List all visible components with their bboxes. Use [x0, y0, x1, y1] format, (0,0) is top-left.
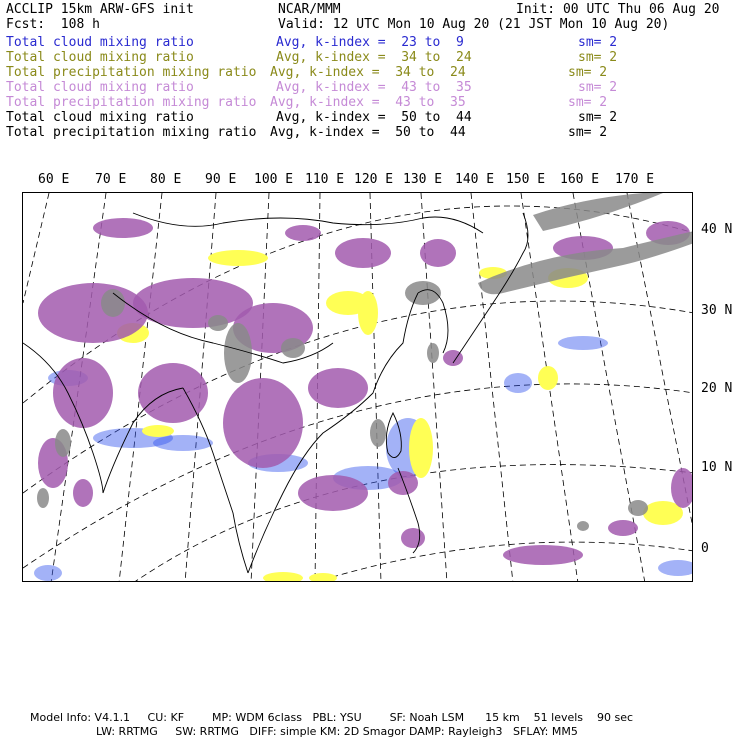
legend-avg: Avg, k-index = 50 to 44	[270, 125, 466, 140]
cloud-patch	[55, 429, 71, 457]
cloud-patch	[153, 435, 213, 451]
legend-avg: Avg, k-index = 43 to 35	[276, 80, 472, 95]
cloud-patch	[504, 373, 532, 393]
cloud-patch	[538, 366, 558, 390]
cloud-patch	[224, 323, 252, 383]
gridline-60e	[23, 193, 49, 303]
cloud-patch	[93, 218, 153, 238]
legend-sm: sm= 2	[568, 65, 608, 80]
latitude-label: 30 N	[701, 303, 733, 318]
legend-sm: sm= 2	[578, 80, 618, 95]
longitude-label: 120 E	[354, 172, 394, 187]
longitude-label: 90 E	[205, 172, 237, 187]
cloud-patch	[138, 363, 208, 423]
cloud-patch	[38, 283, 148, 343]
legend-row	[6, 95, 736, 110]
legend-sm: sm= 2	[568, 125, 608, 140]
cloud-patch	[628, 500, 648, 516]
longitude-label: 60 E	[38, 172, 70, 187]
organization-label: NCAR/MMM	[278, 2, 341, 17]
legend-avg: Avg, k-index = 50 to 44	[276, 110, 472, 125]
legend-sm: sm= 2	[568, 95, 608, 110]
cloud-patch	[671, 468, 693, 508]
cloud-patch	[335, 238, 391, 268]
cloud-patch	[401, 528, 425, 548]
cloud-patch	[409, 418, 433, 478]
legend-field: Total precipitation mixing ratio	[6, 65, 257, 80]
longitude-label: 160 E	[560, 172, 600, 187]
blue-cloud-layer	[34, 336, 693, 581]
cloud-patch	[208, 315, 228, 331]
latitude-label: 40 N	[701, 222, 733, 237]
cloud-patch	[577, 521, 589, 531]
cloud-band	[533, 193, 663, 231]
cloud-patch	[358, 291, 378, 335]
gridline-0	[313, 542, 693, 582]
legend-field: Total cloud mixing ratio	[6, 80, 194, 95]
legend-avg: Avg, k-index = 23 to 9	[276, 35, 464, 50]
cloud-patch	[370, 419, 386, 447]
longitude-label: 130 E	[403, 172, 443, 187]
map-canvas	[23, 193, 693, 582]
cloud-patch	[285, 225, 321, 241]
latitude-label: 10 N	[701, 460, 733, 475]
cloud-patch	[558, 336, 608, 350]
cloud-patch	[208, 250, 268, 266]
cloud-patch	[308, 368, 368, 408]
forecast-hour: Fcst: 108 h	[6, 17, 100, 32]
cloud-patch	[420, 239, 456, 267]
cloud-patch	[658, 560, 693, 576]
model-info-line-1: Model Info: V4.1.1 CU: KF MP: WDM 6class PBL: YSU SF: Noah LSM 15 km 51 levels 90 sec	[30, 711, 634, 724]
legend-sm: sm= 2	[578, 50, 618, 65]
cloud-patch	[34, 565, 62, 581]
longitude-label: 80 E	[150, 172, 182, 187]
cloud-patch	[388, 471, 418, 495]
cloud-patch	[53, 358, 113, 428]
cloud-patch	[281, 338, 305, 358]
legend-field: Total cloud mixing ratio	[6, 50, 194, 65]
legend-avg: Avg, k-index = 34 to 24	[276, 50, 472, 65]
legend-avg: Avg, k-index = 43 to 35	[270, 95, 466, 110]
cloud-patch	[263, 572, 303, 582]
legend-row	[6, 80, 736, 95]
cloud-patch	[73, 479, 93, 507]
legend-row	[6, 35, 736, 50]
longitude-label: 140 E	[455, 172, 495, 187]
legend-field: Total precipitation mixing ratio	[6, 125, 257, 140]
legend-row	[6, 110, 736, 125]
cloud-patch	[298, 475, 368, 511]
legend-row	[6, 125, 736, 140]
legend-sm: sm= 2	[578, 110, 618, 125]
latitude-label: 0	[701, 541, 709, 556]
legend-sm: sm= 2	[578, 35, 618, 50]
cloud-patch	[427, 343, 439, 363]
forecast-map	[22, 192, 693, 582]
cloud-patch	[503, 545, 583, 565]
cloud-patch	[608, 520, 638, 536]
longitude-label: 100 E	[254, 172, 294, 187]
latitude-label: 20 N	[701, 381, 733, 396]
cloud-patch	[37, 488, 49, 508]
valid-time: Valid: 12 UTC Mon 10 Aug 20 (21 JST Mon 10 Aug 20)	[278, 17, 670, 32]
legend-field: Total cloud mixing ratio	[6, 35, 194, 50]
map-title: ACCLIP 15km ARW-GFS init	[6, 2, 194, 17]
longitude-label: 170 E	[615, 172, 655, 187]
legend-field: Total cloud mixing ratio	[6, 110, 194, 125]
legend-avg: Avg, k-index = 34 to 24	[270, 65, 466, 80]
cloud-patch	[309, 573, 337, 582]
longitude-label: 150 E	[506, 172, 546, 187]
legend-field: Total precipitation mixing ratio	[6, 95, 257, 110]
longitude-label: 110 E	[305, 172, 345, 187]
init-time: Init: 00 UTC Thu 06 Aug 20	[516, 2, 720, 17]
longitude-label: 70 E	[95, 172, 127, 187]
model-info-line-2: LW: RRTMG SW: RRTMG DIFF: simple KM: 2D Smagor DAMP: Rayleigh3 SFLAY: MM5	[96, 725, 578, 738]
legend-row	[6, 65, 736, 80]
cloud-patch	[223, 378, 303, 468]
legend-row	[6, 50, 736, 65]
cloud-patch	[142, 425, 174, 437]
